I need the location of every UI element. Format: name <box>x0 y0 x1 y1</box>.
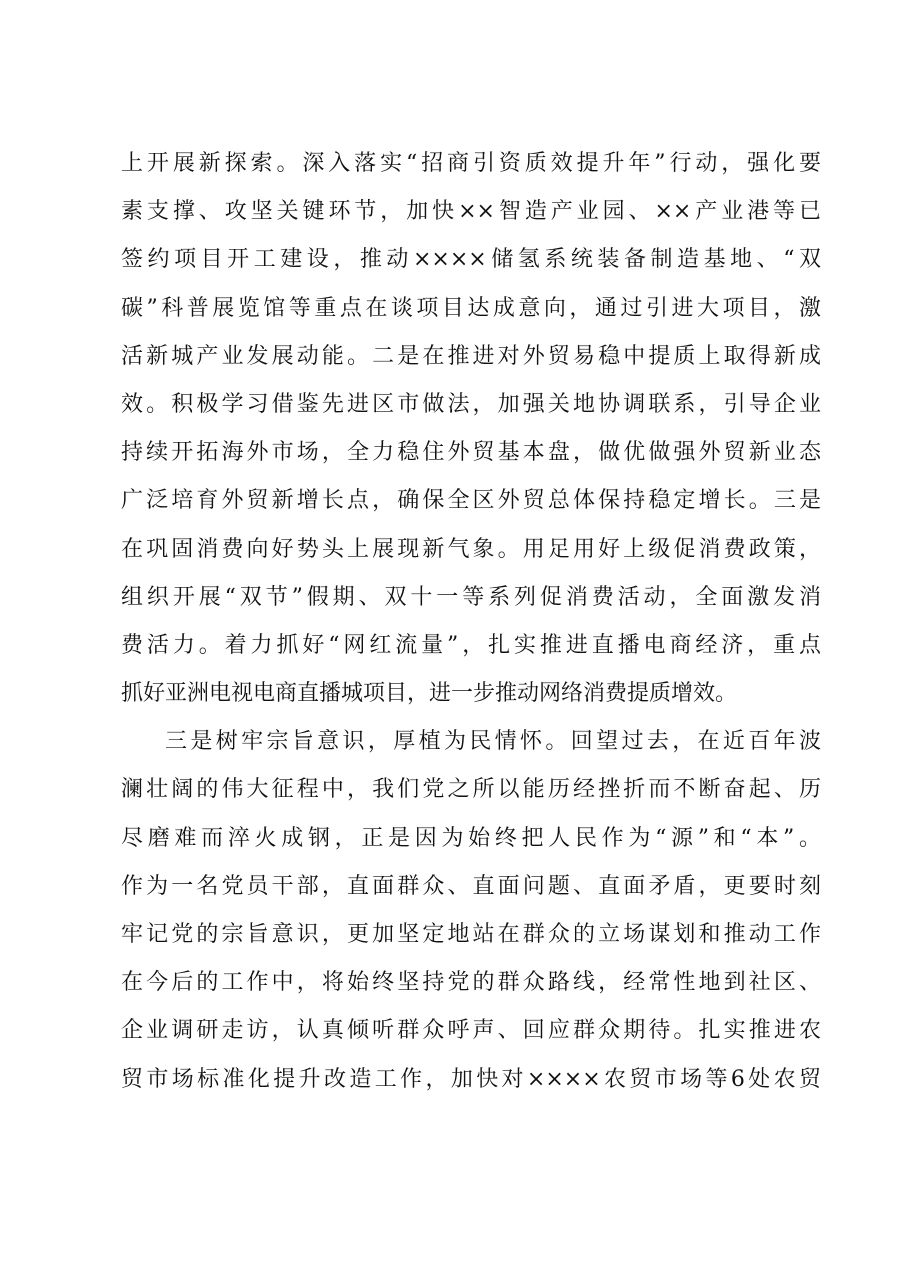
text-line: 上开展新探索。深入落实“招商引资质效提升年”行动，强化要 <box>121 151 821 176</box>
text-line: 广泛培育外贸新增长点，确保全区外贸总体保持稳定增长。三是 <box>121 488 821 514</box>
paragraph-first-line: 三是树牢宗旨意识，厚植为民情怀。回望过去，在近百年波 <box>165 729 821 755</box>
text-line: 持续开拓海外市场，全力稳住外贸基本盘，做优做强外贸新业态 <box>121 440 821 466</box>
text-line: 澜壮阔的伟大征程中，我们党之所以能历经挫折而不断奋起、历 <box>121 777 821 803</box>
text-line: 贸市场标准化提升改造工作，加快对××××农贸市场等6处农贸 <box>121 1066 821 1092</box>
text-line: 碳”科普展览馆等重点在谈项目达成意向，通过引进大项目，激 <box>121 295 821 321</box>
text-line: 组织开展“双节”假期、双十一等系列促消费活动，全面激发消 <box>121 584 821 610</box>
body-text <box>121 140 821 1104</box>
text-line: 牢记党的宗旨意识，更加坚定地站在群众的立场谋划和推动工作 <box>121 922 821 947</box>
text-line: 活新城产业发展动能。二是在推进对外贸易稳中提质上取得新成 <box>121 343 821 369</box>
text-line: 在今后的工作中，将始终坚持党的群众路线，经常性地到社区、 <box>121 970 821 996</box>
text-line: 作为一名党员干部，直面群众、直面问题、直面矛盾，更要时刻 <box>121 873 821 899</box>
text-line: 效。积极学习借鉴先进区市做法，加强关地协调联系，引导企业 <box>121 391 821 417</box>
text-line: 在巩固消费向好势头上展现新气象。用足用好上级促消费政策， <box>121 536 821 562</box>
text-line: 费活力。着力抓好“网红流量”，扎实推进直播电商经济，重点 <box>121 632 821 658</box>
text-line: 签约项目开工建设，推动××××储氢系统装备制造基地、“双 <box>121 247 821 273</box>
text-line: 尽磨难而淬火成钢，正是因为始终把人民作为“源”和“本”。 <box>121 825 821 851</box>
text-line: 企业调研走访，认真倾听群众呼声、回应群众期待。扎实推进农 <box>121 1018 821 1044</box>
text-line: 抓好亚洲电视电商直播城项目，进一步推动网络消费提质增效。 <box>121 681 738 707</box>
text-line: 素支撑、攻坚关键环节，加快××智造产业园、××产业港等已 <box>121 199 821 225</box>
